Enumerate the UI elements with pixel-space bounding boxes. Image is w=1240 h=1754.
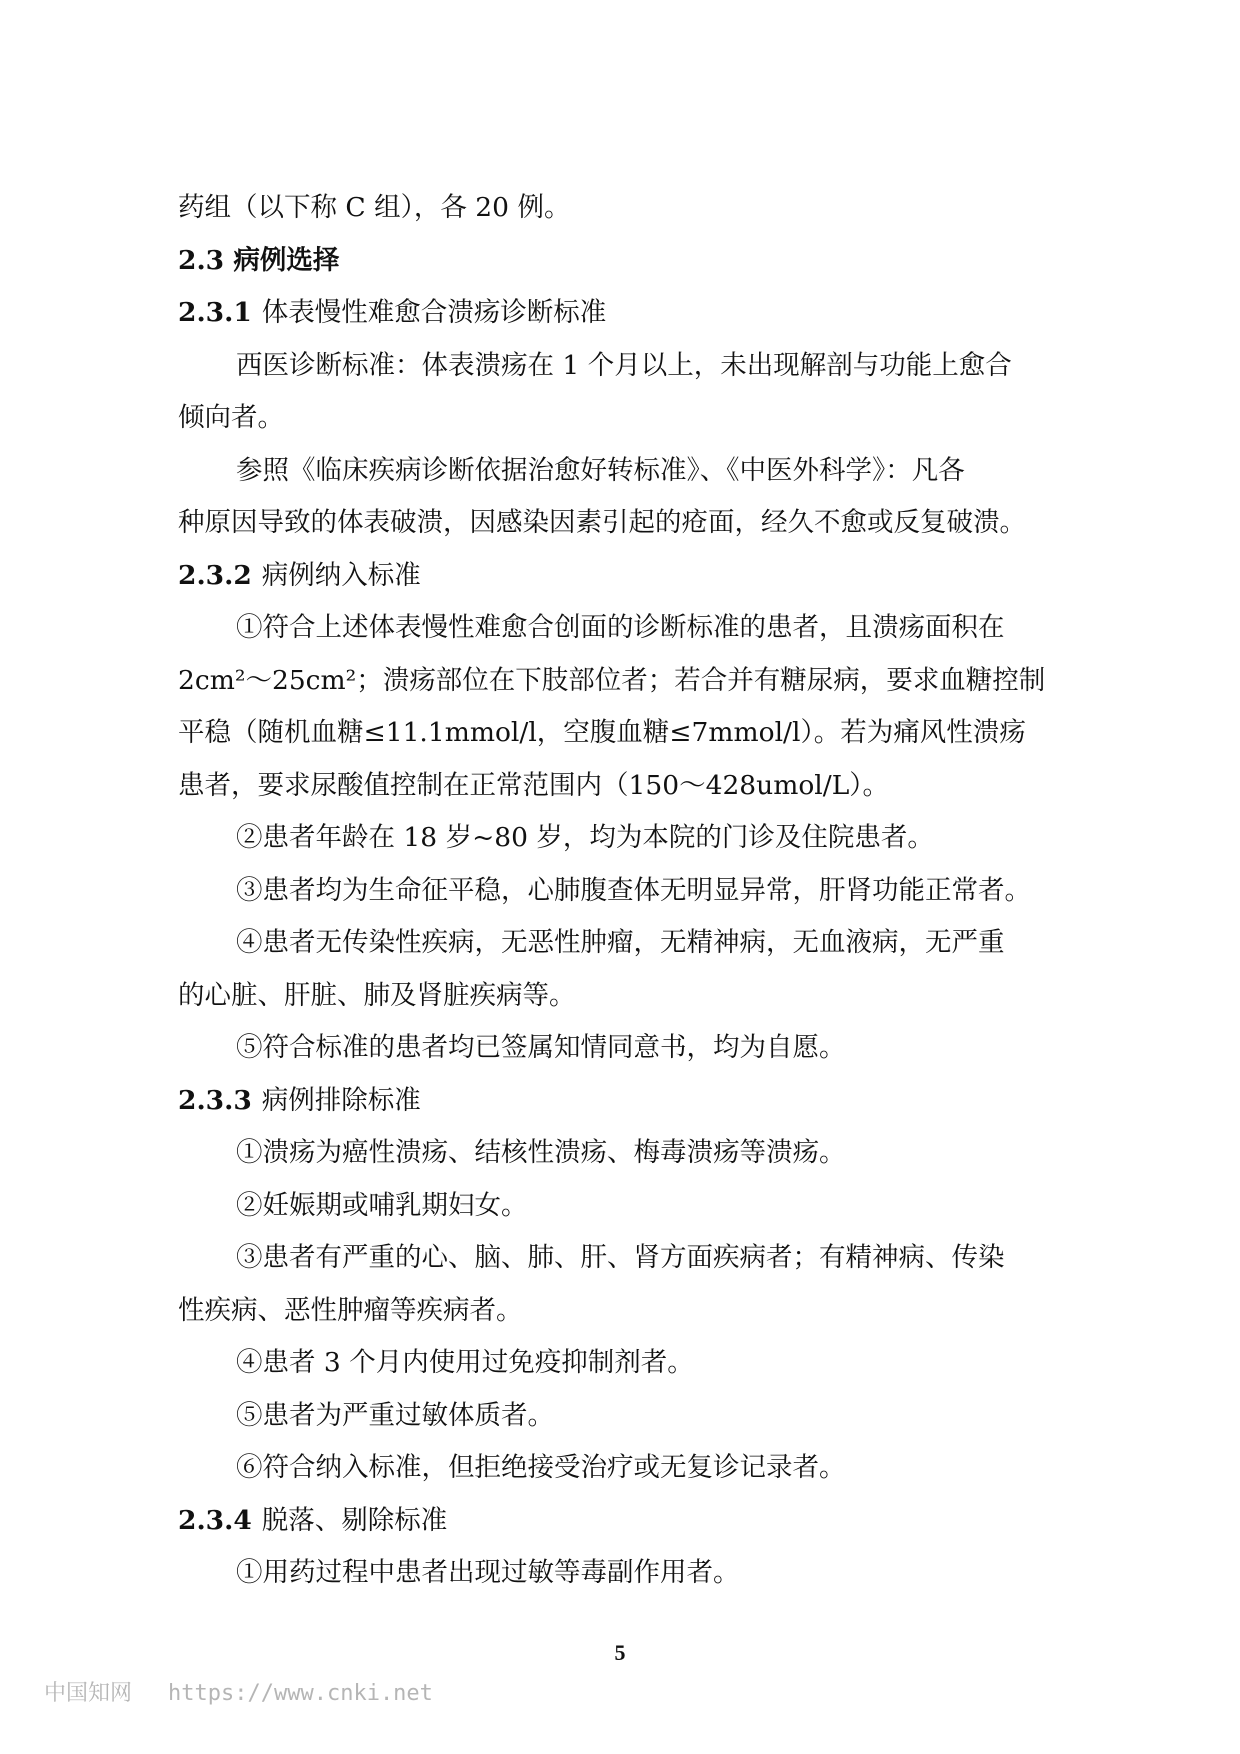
section-heading: 2.3 病例选择	[178, 244, 340, 276]
list-item: ①用药过程中患者出现过敏等毒副作用者。	[236, 1557, 740, 1588]
subsection-number: 2.3.4	[178, 1504, 252, 1536]
paragraph-line: 种原因导致的体表破溃，因感染因素引起的疮面，经久不愈或反复破溃。	[178, 507, 1026, 538]
paragraph-line: 患者，要求尿酸值控制在正常范围内（150～428umol/L）。	[178, 769, 890, 801]
watermark-name: 中国知网	[44, 1681, 133, 1706]
document-body	[178, 182, 1098, 1600]
subsection-heading	[178, 1075, 1098, 1128]
subsection-title: 病例排除标准	[261, 1084, 421, 1116]
subsection-heading	[178, 1495, 1098, 1548]
paragraph-line: 参照《临床疾病诊断依据治愈好转标准》、《中医外科学》：凡各	[236, 454, 965, 486]
paragraph-line: 性疾病、恶性肿瘤等疾病者。	[178, 1294, 523, 1326]
paragraph-line: 药组（以下称 C 组），各 20 例。	[178, 192, 571, 223]
cnki-watermark	[44, 1676, 433, 1707]
list-item: ③患者有严重的心、脑、肺、肝、肾方面疾病者；有精神病、传染	[236, 1242, 1005, 1273]
subsection-heading	[178, 287, 1098, 340]
paragraph-line: 平稳（随机血糖≤11.1mmol/l，空腹血糖≤7mmol/l）。若为痛风性溃疡	[178, 717, 1026, 748]
paragraph-line: 西医诊断标准：体表溃疡在 1 个月以上，未出现解剖与功能上愈合	[236, 349, 1012, 381]
list-item: ②患者年龄在 18 岁~80 岁，均为本院的门诊及住院患者。	[236, 822, 934, 853]
list-item: ①溃疡为癌性溃疡、结核性溃疡、梅毒溃疡等溃疡。	[236, 1137, 846, 1168]
list-item: ③患者均为生命征平稳，心肺腹查体无明显异常，肝肾功能正常者。	[236, 874, 1031, 906]
subsection-title: 体表慢性难愈合溃疡诊断标准	[261, 297, 607, 328]
paragraph-line: 倾向者。	[178, 402, 284, 433]
subsection-number: 2.3.2	[178, 559, 252, 591]
list-item: ④患者 3 个月内使用过免疫抑制剂者。	[236, 1347, 694, 1378]
page-number: 5	[614, 1640, 626, 1665]
list-item: ⑥符合纳入标准，但拒绝接受治疗或无复诊记录者。	[236, 1452, 846, 1483]
paragraph-line: 2cm²～25cm²；溃疡部位在下肢部位者；若合并有糖尿病，要求血糖控制	[178, 664, 1046, 696]
subsection-title: 脱落、剔除标准	[261, 1504, 448, 1536]
subsection-number: 2.3.1	[178, 297, 252, 328]
subsection-number: 2.3.3	[178, 1084, 252, 1116]
subsection-title: 病例纳入标准	[261, 559, 421, 591]
list-item: ①符合上述体表慢性难愈合创面的诊断标准的患者，且溃疡面积在	[236, 612, 1005, 643]
paragraph-line: 的心脏、肝脏、肺及肾脏疾病等。	[178, 979, 576, 1011]
subsection-heading	[178, 550, 1098, 603]
list-item: ⑤患者为严重过敏体质者。	[236, 1399, 554, 1431]
list-item: ④患者无传染性疾病，无恶性肿瘤，无精神病，无血液病，无严重	[236, 927, 1005, 958]
list-item: ②妊娠期或哺乳期妇女。	[236, 1189, 528, 1221]
watermark-url: https://www.cnki.net	[168, 1681, 433, 1706]
list-item: ⑤符合标准的患者均已签属知情同意书，均为自愿。	[236, 1032, 846, 1063]
